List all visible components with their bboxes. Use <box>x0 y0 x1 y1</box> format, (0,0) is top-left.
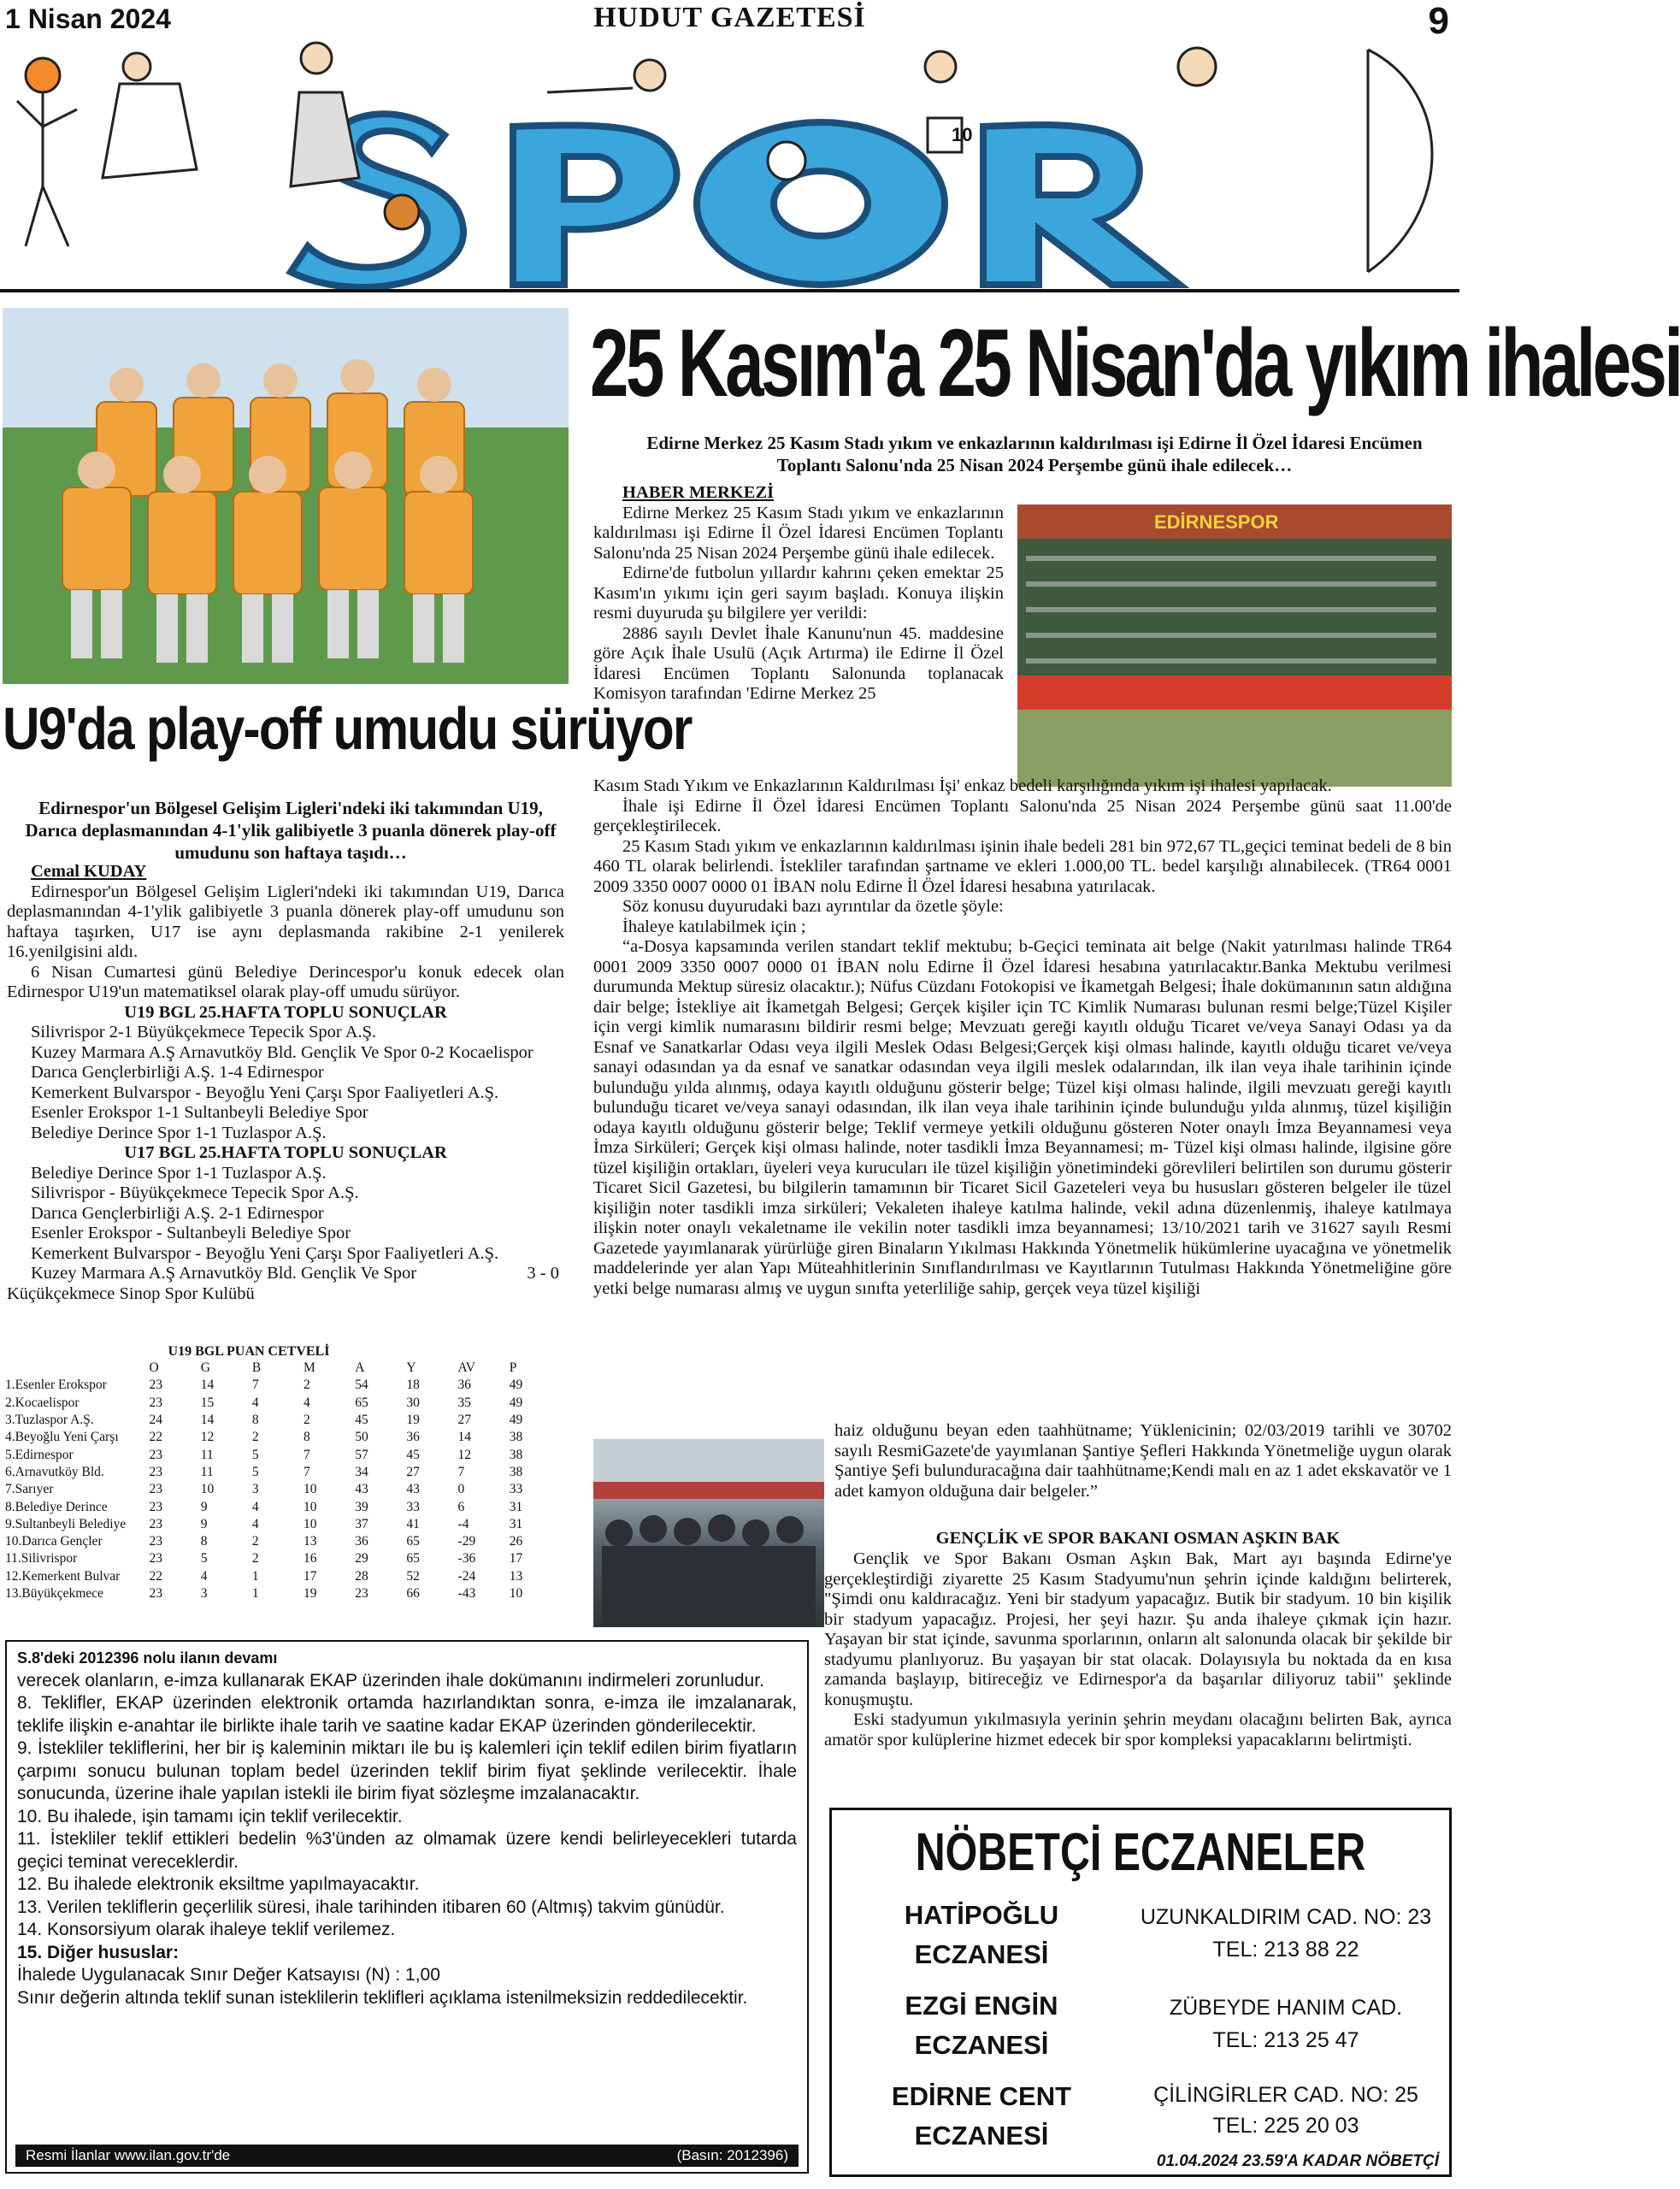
main-paragraph: 25 Kasım Stadı yıkım ve enkazlarının kaldırılması işinin ihale bedeli 281 bin 972,67 TL,geçici teminat bedeli de 8 bin 460 TL olarak belirlendi. İstekliler tarafından şartname ve ekleri 1.000,00 TL. bedel karşılığı alınabilecek. (TR64 0001 2009 3350 0007 0000 01 İBAN nolu Edirne İl Özel İdaresi hesabına yatırılacak. <box>593 836 1452 896</box>
standings-row <box>5 1481 561 1498</box>
stat-cell: 10 <box>304 1516 317 1531</box>
stat-cell: 27 <box>457 1413 472 1428</box>
stat-cell: 30 <box>406 1395 420 1410</box>
stat-cell: 1 <box>251 1568 259 1584</box>
team-name-cell: 7.Sarıyer <box>5 1482 54 1497</box>
stat-cell: 9 <box>200 1516 208 1531</box>
team-name-cell: 2.Kocaelispor <box>5 1395 80 1410</box>
main-article-byline: HABER MERKEZİ <box>622 483 775 502</box>
ad-footer <box>15 2145 799 2167</box>
stat-cell: 10 <box>304 1482 317 1497</box>
ad-line: İhalede Uygulanacak Sınır Değer Katsayısı (N) : 1,00 <box>17 1965 440 1985</box>
team-name-cell: 6.Arnavutköy Bld. <box>5 1464 104 1479</box>
result-line: Belediye Derince Spor 1-1 Tuzlaspor A.Ş. <box>31 1123 327 1142</box>
result-line: Esenler Erokspor 1-1 Sultanbeyli Belediye Spor <box>31 1103 368 1122</box>
stat-cell: 8 <box>251 1413 259 1428</box>
stat-cell: 8 <box>200 1534 208 1549</box>
main-paragraph: Gençlik ve Spor Bakanı Osman Aşkın Bak, Mart ayı başında Edirne'ye gerçekleştirdiği ziyarette 25 Kasım Stadyumu'nun şehrin içinde kaldığını belirterek, "Şimdi onu kaldıracağız. Yeni bir stadyum yapacağız. Butik bir stadyum. 10 bin kişilik bir stadyum yapacağız. Projesi, her şeyi hazır. Şu anda ihaleye çıkmak için hazır. Yaşayan bir stat içinde, savunma sporlarının, onların alt salonunda olacak bir şekilde bir stadyumu planlıyoruz. Bu yaşayan bir stat olacak. Dolayısıyla bu noktada da en kısa zamanda başlayıp, bitireceğiz ve Edirnespor'a da başarılar diliyoruz tabii" şeklinde konuşmuştu. <box>824 1549 1452 1709</box>
ad-line: 10. Bu ihalede, işin tamamı için teklif verilecektir. <box>17 1806 403 1826</box>
result-line: Silivrispor - Büyükçekmece Tepecik Spor A.Ş. <box>31 1183 359 1202</box>
main-paragraph: Söz konusu duyurudaki bazı ayrıntılar da özetle şöyle: <box>622 897 1004 916</box>
stat-cell: 4 <box>200 1568 208 1584</box>
team-photo <box>3 308 569 684</box>
stat-cell: 3 <box>251 1482 259 1497</box>
stat-cell: 4 <box>251 1499 259 1514</box>
stat-cell: 65 <box>406 1551 420 1567</box>
col-header: Y <box>406 1360 416 1376</box>
ad-footer-left: Resmi İlanlar www.ilan.gov.tr'de <box>26 2147 231 2163</box>
stat-cell: 17 <box>509 1551 523 1567</box>
pharmacy-name: EDİRNE CENT <box>891 2081 1072 2111</box>
stat-cell: 34 <box>355 1464 368 1479</box>
issue-date: 1 Nisan 2024 <box>5 3 171 34</box>
stat-cell: 14 <box>200 1378 215 1393</box>
stat-cell: -29 <box>457 1534 476 1549</box>
stat-cell: 23 <box>149 1378 163 1393</box>
stat-cell: 12 <box>457 1447 472 1462</box>
team-photo-illustration <box>3 308 569 684</box>
standings-row <box>5 1550 561 1567</box>
standings-row <box>5 1377 561 1394</box>
ad-footer-right: (Basın: 2012396) <box>676 2147 788 2163</box>
stat-cell: 49 <box>509 1378 523 1393</box>
main-paragraph: İhaleye katılabilmek için ; <box>622 917 806 936</box>
team-name-cell: 9.Sultanbeyli Belediye <box>5 1516 127 1531</box>
ad-line: 13. Verilen tekliflerin geçerlilik süresi, ihale tarihinden itibaren 60 (Altmış) takvim günüdür. <box>17 1897 725 1917</box>
ad-line: 8. Teklifler, EKAP üzerinden elektronik ortamda hazırlandıktan sonra, e-imza ile imzalanarak, teklife ilişkin e-anahtar ile birlikte ihale tarih ve saatine kadar EKAP üzerinden gönderilecektir. <box>17 1693 797 1736</box>
minister-section-title: GENÇLİK vE SPOR BAKANI OSMAN AŞKIN BAK <box>935 1529 1341 1548</box>
stat-cell: 15 <box>200 1395 215 1410</box>
stat-cell: 17 <box>304 1568 317 1584</box>
stat-cell: 7 <box>457 1464 465 1479</box>
stat-cell: 49 <box>509 1395 523 1410</box>
result-teams: Kuzey Marmara A.Ş Arnavutköy Bld. Gençlik Ve Spor <box>31 1264 417 1283</box>
stat-cell: 23 <box>149 1447 163 1462</box>
stat-cell: 49 <box>509 1413 523 1428</box>
result-line: Kemerkent Bulvarspor - Beyoğlu Yeni Çarşı Spor Faaliyetleri A.Ş. <box>31 1083 499 1102</box>
result-line: Kuzey Marmara A.Ş Arnavutköy Bld. Gençlik Ve Spor 0-2 Kocaelispor <box>31 1042 533 1062</box>
pharmacy-box <box>829 1808 1452 2177</box>
stat-cell: 38 <box>509 1447 523 1462</box>
stat-cell: 5 <box>251 1464 259 1479</box>
result-line <box>31 1264 564 1284</box>
main-headline: 25 Kasım'a 25 Nisan'da yıkım ihalesi <box>590 310 1680 416</box>
stat-cell: 7 <box>251 1378 259 1393</box>
header-rule <box>0 289 1459 292</box>
stat-cell: 5 <box>251 1447 259 1462</box>
ad-line: 14. Konsorsiyum olarak ihaleye teklif verilemez. <box>17 1920 396 1939</box>
team-name-cell: 8.Belediye Derince <box>5 1499 108 1514</box>
stat-cell: 19 <box>304 1586 317 1601</box>
ad-line: 11. İstekliler teklif ettikleri bedelin %3'ünden az olmamak üzere kendi belirleyecekleri tutarda geçici teminat vereceklerdir. <box>17 1829 797 1872</box>
standings-row <box>5 1429 561 1446</box>
stat-cell: 38 <box>509 1464 523 1479</box>
stat-cell: 52 <box>406 1568 420 1584</box>
left-paragraph: 6 Nisan Cumartesi günü Belediye Derincespor'u konuk edecek olan Edirnespor U19'un matematiksel olarak play-off umudu sürüyor. <box>7 962 564 1001</box>
pharmacy-phone: TEL: 225 20 03 <box>1212 2114 1359 2138</box>
stat-cell: 6 <box>457 1499 465 1514</box>
stat-cell: 36 <box>457 1378 472 1393</box>
pharmacy-title: NÖBETÇİ ECZANELER <box>915 1823 1366 1882</box>
stat-cell: 39 <box>355 1499 368 1514</box>
stat-cell: -43 <box>457 1586 476 1601</box>
stat-cell: 4 <box>251 1516 259 1531</box>
result-line-continued: Küçükçekmece Sinop Spor Kulübü <box>7 1283 255 1303</box>
standings-grid <box>5 1360 561 1602</box>
spor-letters <box>291 114 1180 287</box>
left-article-subhead: Edirnespor'un Bölgesel Gelişim Ligleri'ndeki iki takımından U19, Darıca deplasmanından 4-1'ylik galibiyetle 3 puanla dönerek play-off umudunu son haftaya taşıdı… <box>25 798 557 863</box>
stat-cell: 14 <box>457 1430 472 1445</box>
stat-cell: 27 <box>406 1464 420 1479</box>
result-score: 3 - 0 <box>527 1264 559 1283</box>
result-line: Esenler Erokspor - Sultanbeyli Belediye Spor <box>31 1224 351 1242</box>
stat-cell: 23 <box>149 1464 163 1479</box>
stat-cell: 13 <box>509 1568 523 1584</box>
ad-title: S.8'deki 2012396 nolu ilanın devamı <box>17 1649 278 1667</box>
main-paragraph: Edirne Merkez 25 Kasım Stadı yıkım ve enkazlarının kaldırılması işi Edirne İl Özel İdaresi Encümen Toplantı Salonu'nda 25 Nisan 2024 Perşembe günü ihale edilecek. <box>593 503 1004 563</box>
stat-cell: 29 <box>355 1551 368 1567</box>
pharmacy-phone: TEL: 213 25 47 <box>1212 2028 1359 2052</box>
standings-row <box>5 1585 561 1602</box>
stat-cell: 45 <box>355 1413 368 1428</box>
stat-cell: 36 <box>355 1534 368 1549</box>
stat-cell: 23 <box>149 1586 163 1601</box>
result-line: Belediye Derince Spor 1-1 Tuzlaspor A.Ş. <box>31 1163 327 1183</box>
team-name-cell: 11.Silivrispor <box>5 1551 78 1567</box>
pharmacy-address: ÇİLİNGİRLER CAD. NO: 25 <box>1153 2083 1418 2107</box>
pharmacy-phone: TEL: 213 88 22 <box>1212 1938 1359 1962</box>
pharmacy-item <box>832 1986 1449 2072</box>
result-line: Darıca Gençlerbirliği A.Ş. 2-1 Edirnespor <box>31 1203 324 1223</box>
standings-row <box>5 1533 561 1550</box>
u19-results-title: U19 BGL 25.HAFTA TOPLU SONUÇLAR <box>124 1002 447 1022</box>
stat-cell: 23 <box>149 1516 163 1531</box>
stat-cell: 0 <box>457 1482 465 1497</box>
stat-cell: 43 <box>355 1482 368 1497</box>
pharmacy-address: UZUNKALDIRIM CAD. NO: 23 <box>1140 1905 1432 1929</box>
stat-cell: 33 <box>509 1482 523 1497</box>
page-number: 9 <box>1428 0 1449 42</box>
col-header: A <box>355 1360 365 1376</box>
stat-cell: 11 <box>200 1447 214 1462</box>
standings-row <box>5 1516 561 1533</box>
stat-cell: 65 <box>406 1534 420 1549</box>
stat-cell: 23 <box>149 1534 163 1549</box>
stat-cell: 16 <box>304 1551 317 1567</box>
stadium-banner-text: EDİRNESPOR <box>1154 511 1279 533</box>
stat-cell: 10 <box>304 1499 317 1514</box>
pharmacy-name: HATİPOĞLU <box>904 1900 1059 1930</box>
ad-line: 15. Diğer hususlar: <box>17 1942 180 1962</box>
stat-cell: 65 <box>355 1395 368 1410</box>
stat-cell: 7 <box>304 1464 310 1479</box>
col-header: M <box>304 1360 315 1376</box>
standings-row <box>5 1568 561 1585</box>
stat-cell: 57 <box>355 1447 368 1462</box>
pharmacy-duty-note: 01.04.2024 23.59'A KADAR NÖBETÇİ <box>1156 2152 1439 2170</box>
stat-cell: 10 <box>509 1586 523 1601</box>
stat-cell: 12 <box>200 1430 215 1445</box>
ceremony-photo-illustration <box>593 1439 824 1627</box>
stadium-photo-illustration <box>1017 504 1452 787</box>
stat-cell: 54 <box>355 1378 368 1393</box>
team-name-cell: 3.Tuzlaspor A.Ş. <box>5 1413 94 1428</box>
pharmacy-name-suffix: ECZANESİ <box>914 1939 1049 1969</box>
stat-cell: 10 <box>200 1482 215 1497</box>
stat-cell: 24 <box>149 1413 163 1428</box>
pharmacy-name-suffix: ECZANESİ <box>914 2030 1049 2060</box>
stat-cell: 38 <box>509 1430 523 1445</box>
pharmacy-address: ZÜBEYDE HANIM CAD. <box>1169 1996 1403 2020</box>
stat-cell: 23 <box>149 1499 163 1514</box>
standings-header-row <box>5 1360 561 1377</box>
stat-cell: 28 <box>355 1568 368 1584</box>
stat-cell: 8 <box>304 1430 310 1445</box>
main-article-column <box>593 483 1004 705</box>
main-paragraph: haiz olduğunu beyan eden taahhütname; Yüklenicinin; 02/03/2019 tarihli ve 30702 sayılı ResmiGazete'de yayımlanan Şantiye Şefleri Hakkında Yönetmeliğe uygun olarak Şantiye Şefi bulunduracağına dair taahhütname;Kendi malı en az 1 adet ekskavatör ve 1 adet kamyon olduğuna dair belgeler.” <box>834 1421 1452 1501</box>
stat-cell: 18 <box>406 1378 420 1393</box>
stat-cell: 26 <box>509 1534 523 1549</box>
sport-banner-illustration <box>0 41 1459 289</box>
ad-line: Sınır değerin altında teklif sunan isteklilerin teklifleri açıklama istenilmeksizin reddedilecektir. <box>17 1987 748 2008</box>
pharmacy-name: EZGİ ENGİN <box>905 1991 1058 2021</box>
ceremony-photo <box>593 1439 824 1627</box>
official-ad-box <box>5 1640 809 2174</box>
page-header <box>0 0 1459 41</box>
stat-cell: 13 <box>304 1534 317 1549</box>
u17-results-title: U17 BGL 25.HAFTA TOPLU SONUÇLAR <box>124 1143 447 1162</box>
stat-cell: 2 <box>304 1413 310 1428</box>
result-line: Silivrispor 2-1 Büyükçekmece Tepecik Spor A.Ş. <box>31 1023 377 1041</box>
team-name-cell: 13.Büyükçekmece <box>5 1586 103 1601</box>
stat-cell: 9 <box>200 1499 208 1514</box>
ad-line: verecek olanların, e-imza kullanarak EKAP üzerinden ihale dokümanını indirmeleri zorunludur. <box>17 1670 764 1690</box>
stat-cell: 19 <box>406 1413 420 1428</box>
main-paragraph: 2886 sayılı Devlet İhale Kanunu'nun 45. maddesine göre Açık İhale Usulü (Açık Artırma) ile Edirne İl Özel İdaresi Encümen Toplantı Salonunda toplanacak Komisyon tarafından 'Edirne Merkez 25 <box>593 623 1004 703</box>
left-paragraph: Edirnespor'un Bölgesel Gelişim Ligleri'ndeki iki takımından U19, Darıca deplasmanından 4-1'ylik galibiyetle 3 puanla dönerek play-off umudunu son haftaya taşırken, U17 ise aynı deplasmanda rakibine 2-1 yenilerek 16.yenilgisini aldı. <box>7 882 564 961</box>
stat-cell: 45 <box>406 1447 420 1462</box>
main-paragraph: İhale işi Edirne İl Özel İdaresi Encümen Toplantı Salonu'nda 25 Nisan 2024 Perşembe günü saat 11.00'de gerçekleştirilecek. <box>593 796 1452 835</box>
minister-section-body <box>824 1549 1452 1750</box>
stat-cell: 4 <box>304 1395 310 1410</box>
stat-cell: 33 <box>406 1499 420 1514</box>
col-header: G <box>200 1360 210 1376</box>
ad-line: 9. İstekliler tekliflerini, her bir iş kaleminin miktarı ile bu iş kalemleri için teklif edilen birim fiyatların çarpımı sonucu bulunan toplam bedel üzerinden teklif birim fiyat şeklinde verilecektir. İhale sonucunda, üzerine ihale yapılan istekli ile birim fiyat sözleşme imzalanacaktır. <box>17 1738 797 1803</box>
standings-row <box>5 1412 561 1429</box>
result-line: Kemerkent Bulvarspor - Beyoğlu Yeni Çarşı Spor Faaliyetleri A.Ş. <box>31 1243 499 1263</box>
standings-row <box>5 1498 561 1515</box>
col-header: AV <box>457 1360 475 1376</box>
result-line: Darıca Gençlerbirliği A.Ş. 1-4 Edirnespor <box>31 1063 324 1082</box>
stat-cell: -36 <box>457 1551 476 1567</box>
stat-cell: 2 <box>251 1534 259 1549</box>
stat-cell: 41 <box>406 1516 420 1531</box>
stadium-photo <box>1017 504 1452 787</box>
stat-cell: 23 <box>355 1586 368 1601</box>
stat-cell: 1 <box>251 1586 259 1601</box>
left-article-byline: Cemal KUDAY <box>31 862 147 881</box>
stat-cell: 4 <box>251 1395 259 1410</box>
sport-section-banner <box>0 41 1459 289</box>
standings-title: U19 BGL PUAN CETVELİ <box>168 1344 330 1359</box>
stat-cell: 3 <box>200 1586 208 1601</box>
stat-cell: 2 <box>304 1378 310 1393</box>
main-paragraph: “a-Dosya kapsamında verilen standart teklif mektubu; b-Geçici teminata ait belge (Nakit yatırılması halinde TR64 0001 2009 3350 0007 0000 01 İBAN nolu Edirne İl Özel İdaresi hesabına yatırılacaktır.Banka Mektubu verilmesi durumunda Mektup süresiz olacaktır.); Nüfus Cüzdanı Fotokopisi ve İkametgah Belgesi; İhale dokümanının satın aldığına dair belge; İstekliye ait İkametgah Belgesi; Gerçek kişiler için TC Kimlik Numarası bulunan resmi belge;Tüzel Kişiler için vergi kimlik numarasını bildirir resmi belge; Mevzuatı gereği kayıtlı olduğu Ticaret ve/veya Sanayi Odası ya da Esnaf ve Sanatkarlar Odası veya ilgili Meslek Odası Belgesi;Gerçek kişi olması halinde, kayıtlı olduğu ticaret ve/veya sanayi odasından ya da esnaf ve sanatkar odasından veya ilgili meslek odalarından, ilk ilan veya ihale tarihinin içinde bulunduğu yılda alınmış, odaya kayıtlı olduğunu gösterir belge; Tüzel kişi olması halinde, ilgili mevzuatı gereği kayıtlı bulunduğu ticaret ve/veya sanayi odasından, ilk ilan veya ihale tarihinin içinde bulunduğu yılda alınmış, tüzel kişiliğin odaya kayıtlı olduğunu gösterir belge; Teklif vermeye yetkili olduğunu gösteren Noter onaylı İmza Beyannamesi veya İmza Sirküleri; Gerçek kişi olması halinde, noter tasdikli İmza Beyannamesi; m- Tüzel kişi olması halinde, ilgisine göre tüzel kişiliğin ortakları, üyeleri veya kurucuları ile tüzel kişiliğin yönetimindeki görevlileri belirtilen son durumu gösterir Ticaret Sicil Gazetesi, bu bilgilerin tamamının bir Ticaret Sicil Gazeteleri veya bu hususları gösteren belgeler ile tüzel kişiliğin noter tasdikli imza sirküleri; Vekaleten ihaleye katılma halinde, vekil adına düzenlenmiş, ihaleye katılmaya ilişkin noter onaylı vekaletname ile vekilin noter tasdikli imza beyannamesi; 13/10/2021 tarih ve 31627 sayılı Resmi Gazetede yayımlanarak yürürlüğe giren Binaların Yıkılması Hakkında Yönetmelik hükümlerine uyacağına ve yönetmelik maddelerinde yer alan Yapı Müteahhitlerinin Sınıflandırılması ve Kayıtlarının Tutulması Hakkında Yönetmeliğine göre yetki belge numarası almış ve uygun sınıfta yeterliliğe sahip, gerçek veya tüzel kişiliği <box>593 937 1452 1298</box>
pharmacy-item <box>832 2077 1449 2162</box>
stat-cell: 7 <box>304 1447 310 1462</box>
stat-cell: 66 <box>406 1586 420 1601</box>
stat-cell: 5 <box>200 1551 208 1567</box>
stat-cell: 43 <box>406 1482 420 1497</box>
stat-cell: 35 <box>457 1395 472 1410</box>
stat-cell: 22 <box>149 1568 163 1584</box>
stat-cell: 31 <box>509 1516 523 1531</box>
stat-cell: 37 <box>355 1516 368 1531</box>
stat-cell: -4 <box>457 1516 469 1531</box>
main-subhead: Edirne Merkez 25 Kasım Stadı yıkım ve enkazlarının kaldırılması işi Edirne İl Özel İdaresi Encümen Toplantı Salonu'nda 25 Nisan 2024 Perşembe günü ihale edilecek… <box>646 433 1423 475</box>
team-name-cell: 1.Esenler Erokspor <box>5 1378 107 1393</box>
stat-cell: -24 <box>457 1568 476 1584</box>
standings-row <box>5 1464 561 1481</box>
pharmacy-item <box>832 1896 1449 1981</box>
standings-row <box>5 1446 561 1463</box>
stat-cell: 50 <box>355 1430 368 1445</box>
col-header: O <box>149 1360 159 1376</box>
team-name-cell: 12.Kemerkent Bulvar <box>5 1568 121 1584</box>
team-name-cell: 10.Darıca Gençler <box>5 1534 103 1549</box>
newspaper-name: HUDUT GAZETESİ <box>593 2 866 33</box>
team-name-cell: 4.Beyoğlu Yeni Çarşı <box>5 1430 119 1445</box>
left-article-body <box>7 862 564 1304</box>
stat-cell: 2 <box>251 1430 259 1445</box>
ad-line: 12. Bu ihalede elektronik eksiltme yapılmayacaktır. <box>17 1874 420 1894</box>
standings-row <box>5 1395 561 1412</box>
main-article-wide <box>593 776 1452 1299</box>
stat-cell: 31 <box>509 1499 523 1514</box>
main-paragraph: Edirne'de futbolun yıllardır kahrını çeken emektar 25 Kasım'ın yıkımı için geri sayım başladı. Konuya ilişkin resmi duyuruda şu bilgilere yer verildi: <box>593 563 1004 622</box>
left-article-headline: U9'da play-off umudu sürüyor <box>3 695 692 762</box>
stat-cell: 23 <box>149 1551 163 1567</box>
standings-table <box>5 1344 561 1602</box>
stat-cell: 14 <box>200 1413 215 1428</box>
col-header: B <box>251 1360 262 1376</box>
main-article-photo-side <box>834 1421 1452 1502</box>
stat-cell: 2 <box>251 1551 259 1567</box>
runner-bib-number: 10 <box>952 124 973 145</box>
stat-cell: 36 <box>406 1430 420 1445</box>
team-name-cell: 5.Edirnespor <box>5 1447 74 1462</box>
col-header: P <box>509 1360 517 1376</box>
stat-cell: 23 <box>149 1395 163 1410</box>
main-paragraph: Eski stadyumun yıkılmasıyla yerinin şehrin meydanı olacağını belirten Bak, ayrıca amatör spor kulüplerine hizmet edecek bir spor kompleksi yapacaklarını belirtmişti. <box>824 1710 1452 1749</box>
main-paragraph: Kasım Stadı Yıkım ve Enkazlarının Kaldırılması İşi' enkaz bedeli karşılığında yıkım işi ihalesi yapılacak. <box>593 776 1332 795</box>
stat-cell: 23 <box>149 1482 163 1497</box>
stat-cell: 11 <box>200 1464 214 1479</box>
pharmacy-name-suffix: ECZANESİ <box>914 2121 1049 2151</box>
stat-cell: 22 <box>149 1430 163 1445</box>
